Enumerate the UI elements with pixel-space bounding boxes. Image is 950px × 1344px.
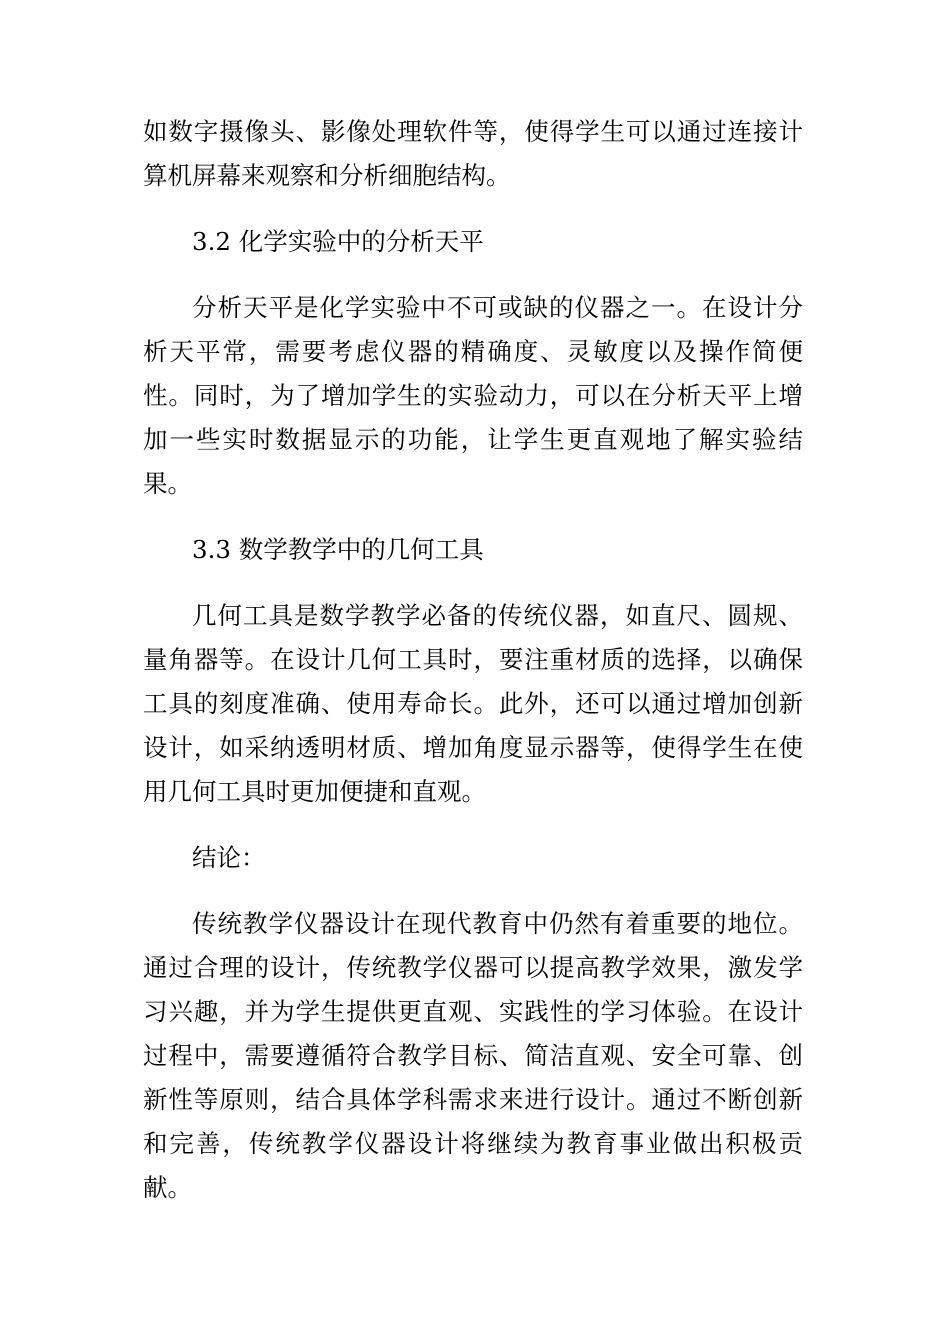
paragraph-geometry-tools: 几何工具是数学教学必备的传统仪器，如直尺、圆规、量角器等。在设计几何工具时，要注重材质的选择，以确保工具的刻度准确、使用寿命长。此外，还可以通过增加创新设计，如采纳透明材质、增加角度显示器等，使得学生在使用几何工具时更加便捷和直观。 bbox=[143, 601, 803, 806]
conclusion-heading: 结论： bbox=[192, 843, 266, 872]
section-heading-3-3: 3.3 数学教学中的几何工具 bbox=[192, 535, 484, 564]
document-body bbox=[143, 110, 803, 1232]
paragraph-analytical-balance: 分析天平是化学实验中不可或缺的仪器之一。在设计分析天平常，需要考虑仪器的精确度、灵敏度以及操作简便性。同时，为了增加学生的实验动力，可以在分析天平上增加一些实时数据显示的功能，让学生更直观地了解实验结果。 bbox=[143, 293, 803, 498]
paragraph-continuation: 如数字摄像头、影像处理软件等，使得学生可以通过连接计算机屏幕来观察和分析细胞结构。 bbox=[143, 117, 803, 190]
paragraph-conclusion: 传统教学仪器设计在现代教育中仍然有着重要的地位。通过合理的设计，传统教学仪器可以提高教学效果，激发学习兴趣，并为学生提供更直观、实践性的学习体验。在设计过程中，需要遵循符合教学目标、简洁直观、安全可靠、创新性等原则，结合具体学科需求来进行设计。通过不断创新和完善，传统教学仪器设计将继续为教育事业做出积极贡献。 bbox=[143, 909, 803, 1202]
section-heading-3-2: 3.2 化学实验中的分析天平 bbox=[192, 227, 484, 256]
